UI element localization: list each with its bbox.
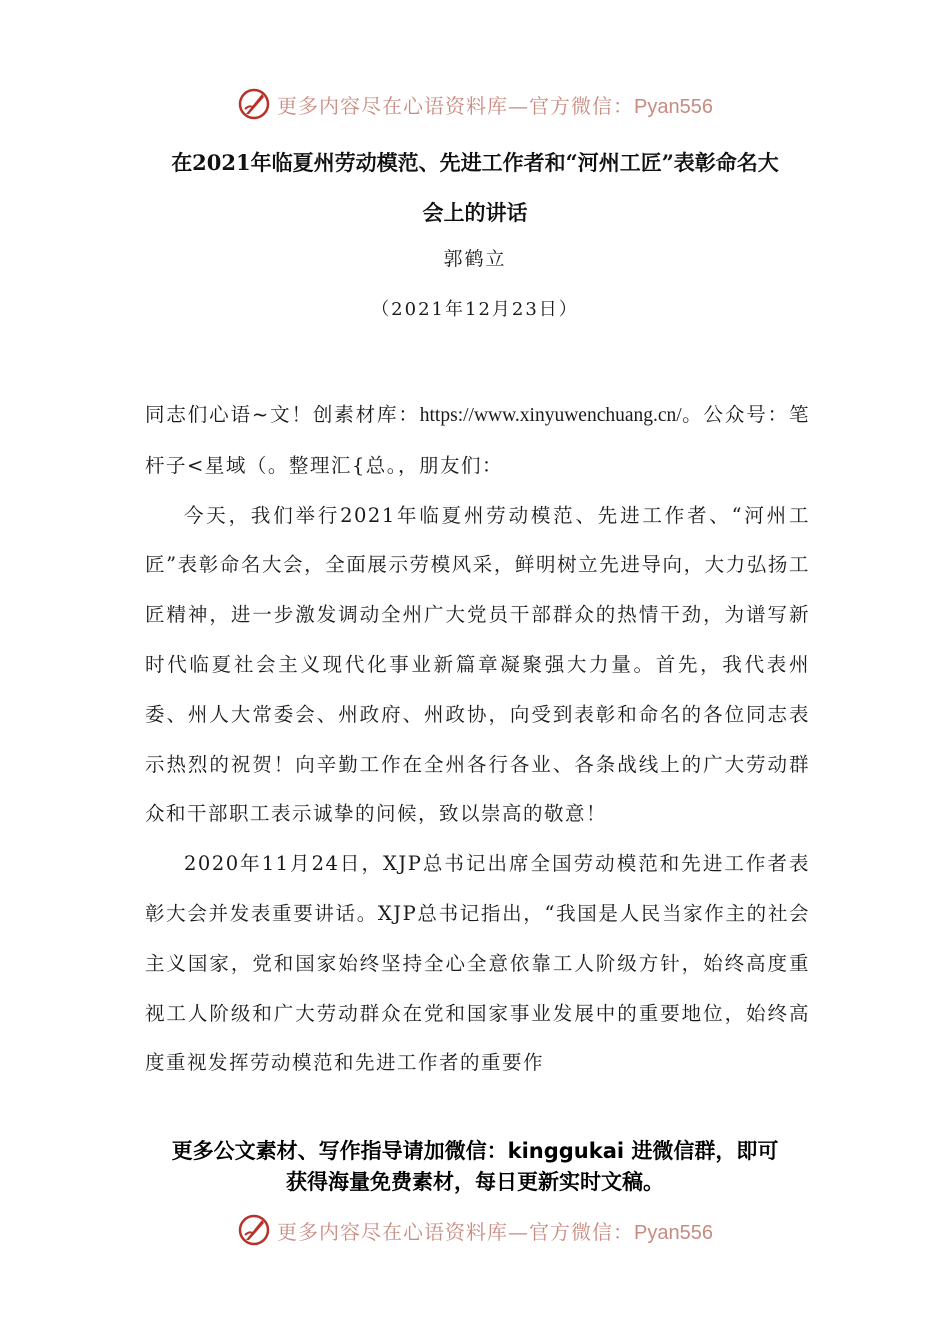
- quill-logo-icon: [237, 87, 271, 121]
- greeting-url: https://www.xinyuwenchuang.cn/: [419, 405, 682, 426]
- promo-line1: 更多公文素材、写作指导请加微信：kinggukai 进微信群，即可: [171, 1139, 779, 1163]
- promo-line2: 获得海量免费素材，每日更新实时文稿。: [286, 1170, 664, 1194]
- document-title-line2: 会上的讲话: [422, 200, 528, 225]
- watermark-footer: [0, 1210, 950, 1250]
- document-author: 郭鹤立: [443, 248, 507, 270]
- document-title-line1: 在2021年临夏州劳动模范、先进工作者和“河州工匠”表彰命名大: [171, 150, 779, 175]
- body-paragraph-1: 今天，我们举行2021年临夏州劳动模范、先进工作者、“河州工匠”表彰命名大会，全面展示劳模风采，鲜明树立先进导向，大力弘扬工匠精神，进一步激发调动全州广大党员干部群众的热情干劲，为谱写新时代临夏社会主义现代化事业新篇章凝聚强大力量。首先，我代表州委、州人大常委会、州政府、州政协，向受到表彰和命名的各位同志表示热烈的祝贺！向辛勤工作在全州各行各业、各条战线上的广大劳动群众和干部职工表示诚挚的问候，致以崇高的敬意！: [145, 503, 810, 826]
- greeting-suffix: 。公众号：笔杆子<星域（。整理汇{总。，朋友们：: [145, 403, 810, 477]
- watermark-text: [277, 90, 713, 119]
- greeting-prefix: 同志们心语~文！创素材库：: [145, 403, 420, 426]
- greeting-paragraph: [145, 390, 810, 491]
- watermark-label: 更多内容尽在心语资料库—官方微信：: [277, 93, 635, 118]
- body-paragraph-2: 2020年11月24日，XJP总书记出席全国劳动模范和先进工作者表彰大会并发表重要讲话。XJP总书记指出，“我国是人民当家作主的社会主义国家，党和国家始终坚持全心全意依靠工人阶级方针，始终高度重视工人阶级和广大劳动群众在党和国家事业发展中的重要地位，始终高度重视发挥劳动模范和先进工作者的重要作: [145, 852, 810, 1075]
- document-date: （2021年12月23日）: [371, 299, 579, 320]
- watermark-handle: Pyan556: [634, 1221, 713, 1244]
- promo-banner: [130, 1136, 820, 1198]
- watermark-handle: Pyan556: [634, 95, 713, 118]
- watermark-text: [277, 1216, 713, 1245]
- quill-logo-icon: [237, 1213, 271, 1247]
- document-body: [145, 390, 810, 1088]
- watermark-header: [0, 84, 950, 124]
- watermark-label: 更多内容尽在心语资料库—官方微信：: [277, 1219, 635, 1244]
